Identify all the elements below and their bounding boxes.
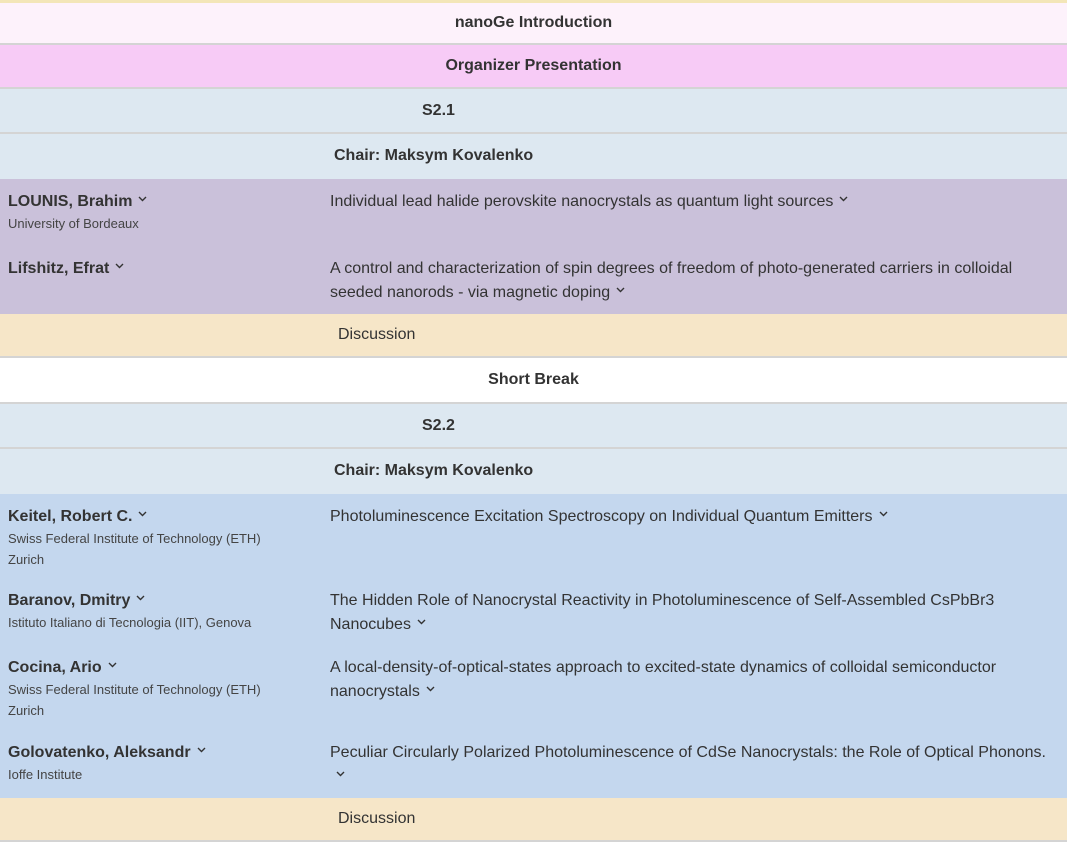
intro-row — [0, 3, 1067, 45]
chevron-down-icon — [839, 196, 847, 204]
chevron-down-icon — [108, 662, 116, 670]
session-code: S2.1 — [422, 102, 455, 119]
chevron-down-icon — [426, 686, 434, 694]
speaker-affiliation: Swiss Federal Institute of Technology (ETH) Zurich — [8, 682, 261, 718]
talk-title: The Hidden Role of Nanocrystal Reactivity in Photoluminescence of Self-Assembled CsPbBr3 Nanocubes — [330, 592, 995, 633]
talk-row — [0, 258, 1067, 305]
talk-title-toggle[interactable] — [330, 741, 1055, 789]
talk-row — [0, 742, 1067, 789]
session-chair-row — [0, 449, 1067, 494]
talk-title-toggle[interactable] — [330, 257, 1055, 305]
speaker-name-toggle[interactable] — [8, 506, 330, 528]
break-label: Short Break — [488, 371, 579, 388]
intro-label: nanoGe Introduction — [454, 14, 613, 31]
speaker-name: Baranov, Dmitry — [8, 592, 131, 609]
talk-title: A local-density-of-optical-states approach to excited-state dynamics of colloidal semiconductor nanocrystals — [330, 659, 997, 700]
talk-row — [0, 506, 1067, 590]
discussion-row — [0, 314, 1067, 358]
speaker-name: Cocina, Ario — [8, 659, 102, 676]
session-chair: Chair: Maksym Kovalenko — [334, 147, 534, 164]
discussion-label: Discussion — [338, 810, 416, 827]
speaker-affiliation: Istituto Italiano di Tecnologia (IIT), Genova — [8, 615, 252, 630]
break-row — [0, 358, 1067, 404]
speaker-name: Golovatenko, Aleksandr — [8, 744, 191, 761]
speaker-name: LOUNIS, Brahim — [8, 193, 133, 210]
speaker-name-toggle[interactable] — [8, 742, 330, 764]
speaker-cell — [0, 258, 330, 305]
session-chair-row — [0, 134, 1067, 179]
speaker-affiliation: University of Bordeaux — [8, 216, 139, 231]
talk-title: Individual lead halide perovskite nanocrystals as quantum light sources — [330, 193, 834, 210]
talk-row — [0, 191, 1067, 258]
chevron-down-icon — [879, 511, 887, 519]
talk-title-toggle[interactable] — [330, 190, 1055, 258]
talk-title-toggle[interactable] — [330, 656, 1055, 742]
chevron-down-icon — [616, 287, 624, 295]
session-header — [0, 89, 1067, 134]
chevron-down-icon — [115, 263, 123, 271]
organizer-row — [0, 45, 1067, 89]
talk-title: Photoluminescence Excitation Spectroscopy on Individual Quantum Emitters — [330, 508, 873, 525]
chevron-down-icon — [336, 771, 344, 779]
speaker-affiliation: Swiss Federal Institute of Technology (ETH) Zurich — [8, 531, 261, 567]
speaker-name: Keitel, Robert C. — [8, 508, 133, 525]
chevron-down-icon — [138, 511, 146, 519]
chevron-down-icon — [197, 747, 205, 755]
talk-title-toggle[interactable] — [330, 505, 1055, 590]
chevron-down-icon — [417, 619, 425, 627]
talk-title: A control and characterization of spin degrees of freedom of photo-generated carriers in colloidal seeded nanorods - via magnetic doping — [330, 260, 1013, 301]
organizer-label: Organizer Presentation — [445, 57, 622, 74]
speaker-cell — [0, 590, 330, 657]
speaker-cell — [0, 506, 330, 590]
session-chair: Chair: Maksym Kovalenko — [334, 462, 534, 479]
chevron-down-icon — [138, 196, 146, 204]
talk-title-toggle[interactable] — [330, 589, 1055, 657]
discussion-row — [0, 798, 1067, 842]
speaker-name-toggle[interactable] — [8, 191, 330, 213]
talk-list — [0, 179, 1067, 314]
speaker-name-toggle[interactable] — [8, 657, 330, 679]
talk-list — [0, 494, 1067, 798]
speaker-cell — [0, 742, 330, 789]
speaker-cell — [0, 191, 330, 258]
talk-row — [0, 590, 1067, 657]
discussion-label: Discussion — [338, 326, 416, 343]
speaker-name: Lifshitz, Efrat — [8, 260, 110, 277]
session-header — [0, 404, 1067, 449]
chevron-down-icon — [136, 595, 144, 603]
speaker-name-toggle[interactable] — [8, 590, 330, 612]
speaker-name-toggle[interactable] — [8, 258, 330, 280]
talk-title: Peculiar Circularly Polarized Photoluminescence of CdSe Nanocrystals: the Role of Optical Phonons. — [330, 744, 1046, 761]
speaker-cell — [0, 657, 330, 742]
speaker-affiliation: Ioffe Institute — [8, 767, 83, 782]
talk-row — [0, 657, 1067, 742]
session-code: S2.2 — [422, 417, 455, 434]
